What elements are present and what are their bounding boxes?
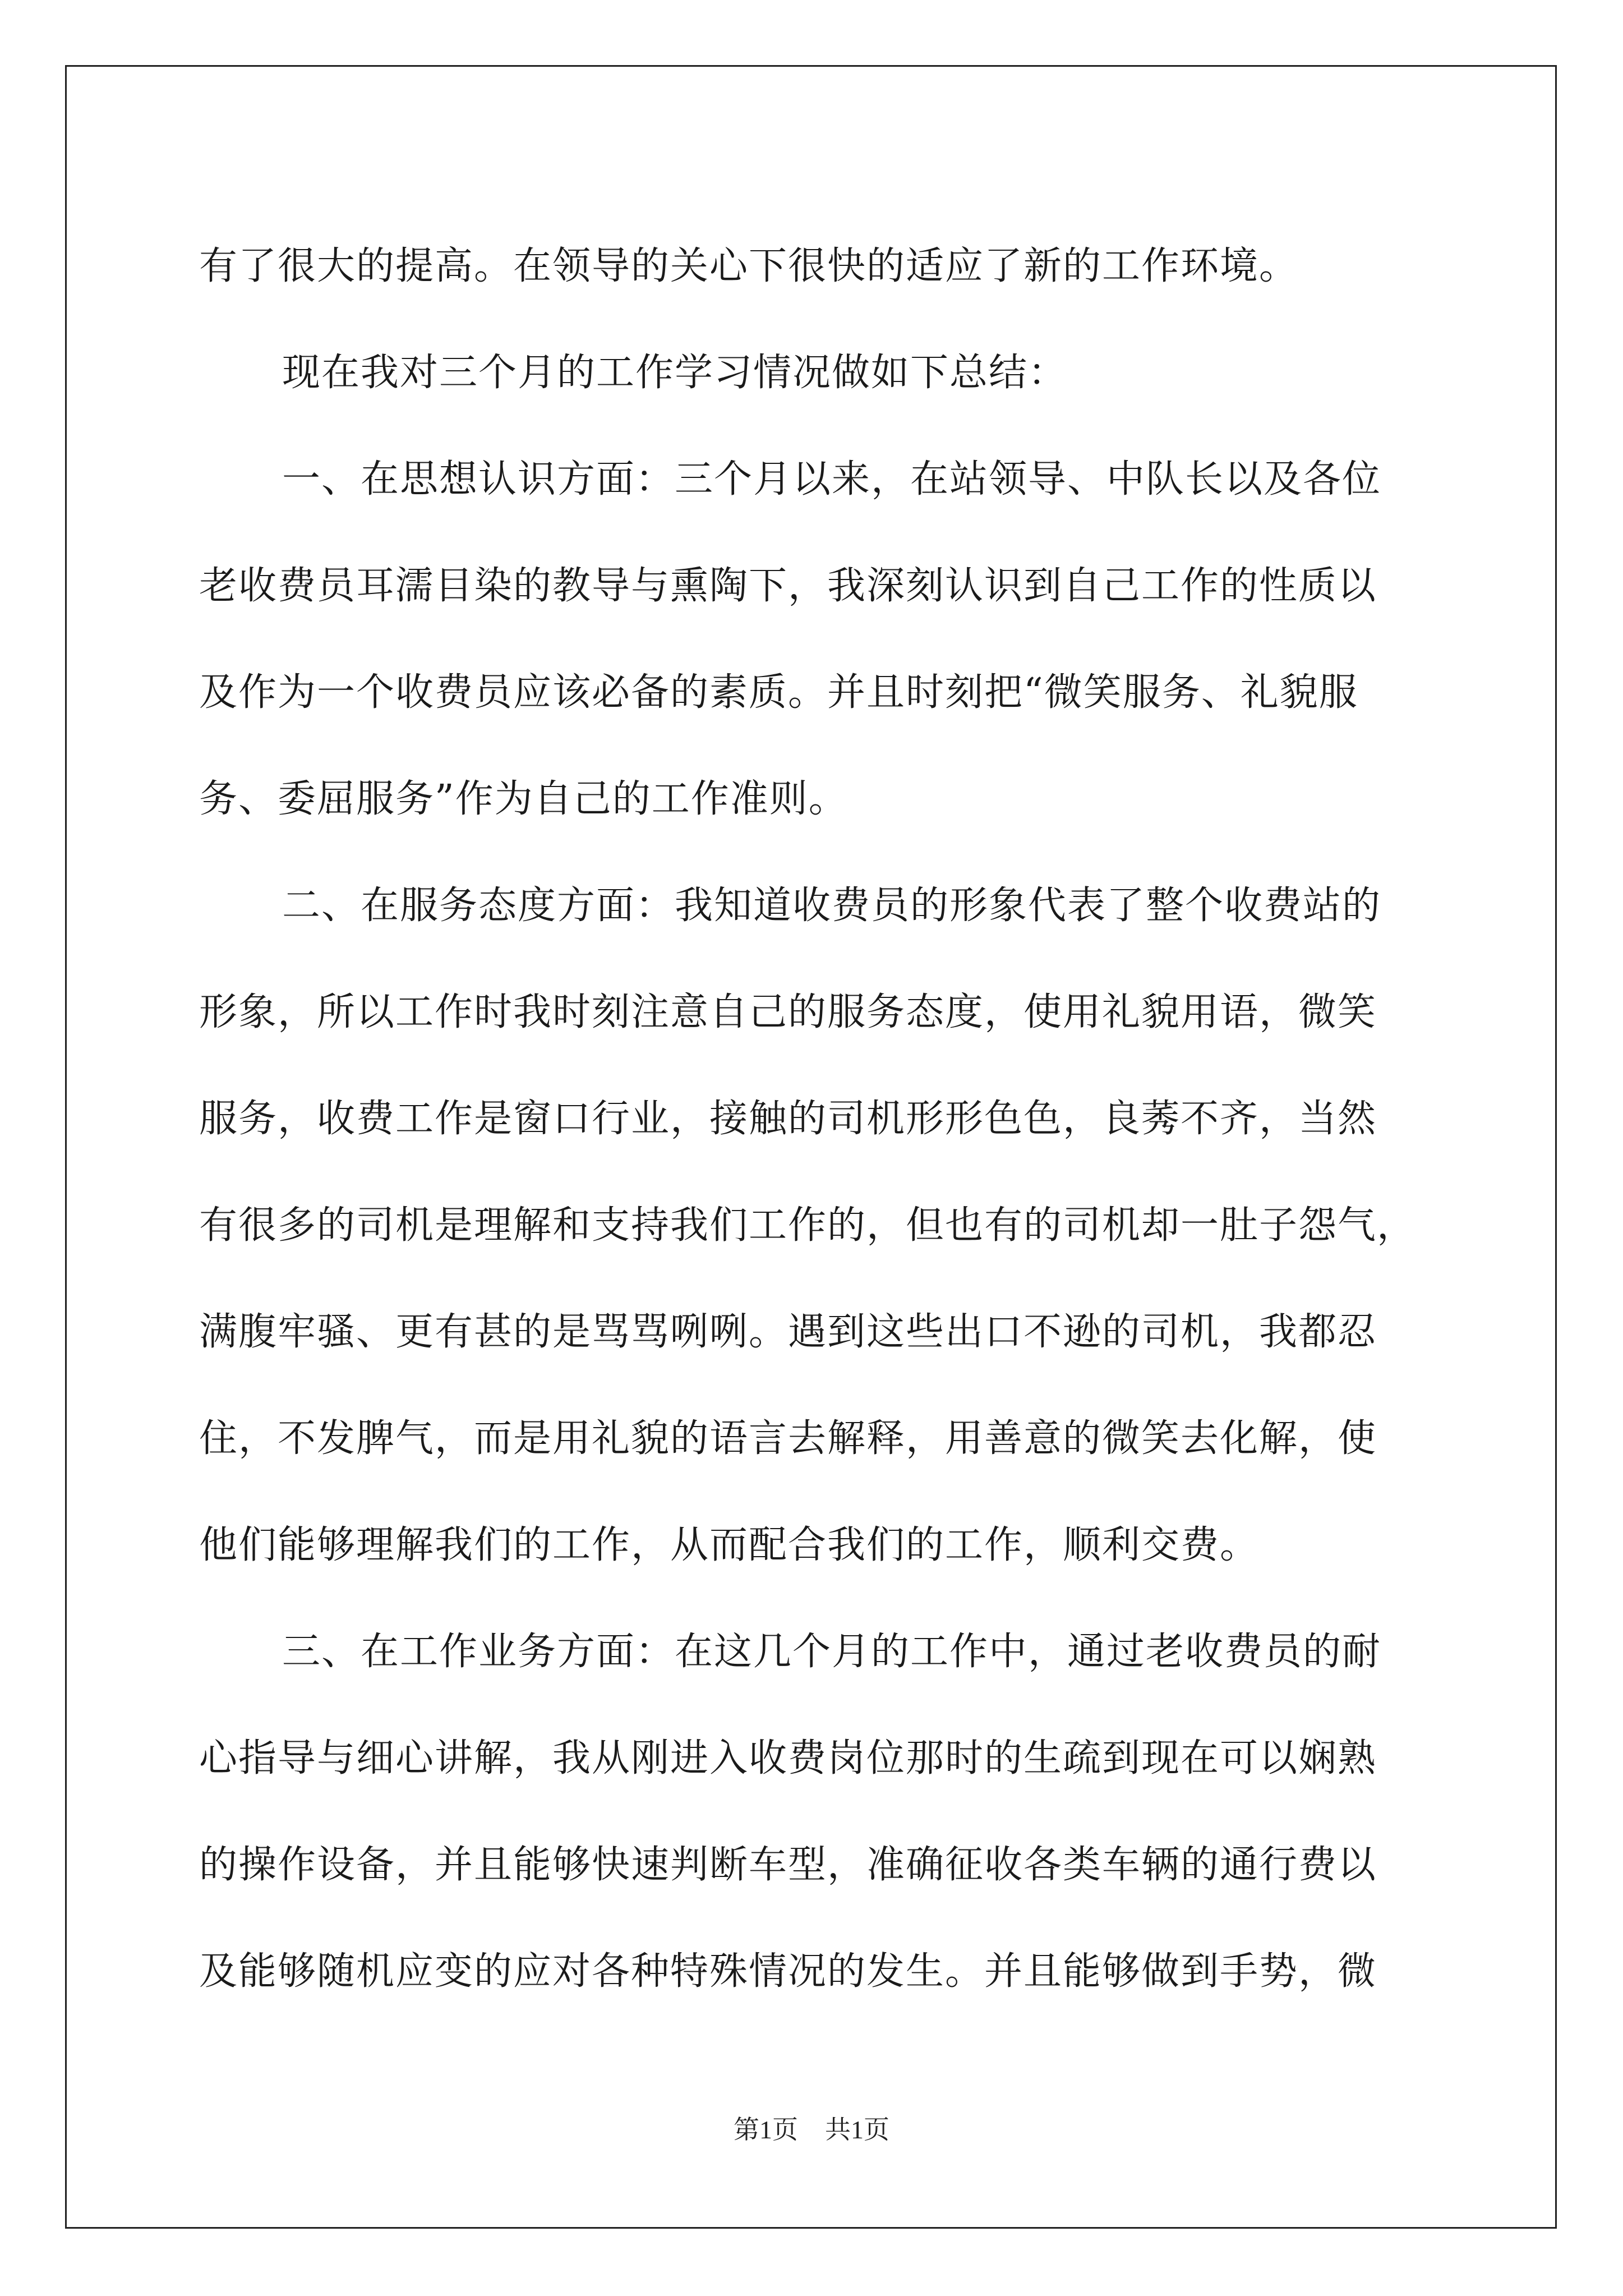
text-line: 及能够随机应变的应对各种特殊情况的发生。并且能够做到手势，微 bbox=[199, 1949, 1377, 1994]
text-line: 老收费员耳濡目染的教导与熏陶下，我深刻认识到自己工作的性质以 bbox=[199, 564, 1377, 608]
text-line: 及作为一个收费员应该必备的素质。并且时刻把“微笑服务、礼貌服 bbox=[199, 670, 1358, 715]
text-line: 现在我对三个月的工作学习情况做如下总结： bbox=[282, 351, 1068, 395]
document-body bbox=[199, 213, 1433, 2025]
text-line: 心指导与细心讲解，我从刚进入收费岗位那时的生疏到现在可以娴熟 bbox=[199, 1736, 1377, 1780]
page-footer bbox=[0, 2109, 1623, 2146]
text-line: 务、委屈服务”作为自己的工作准则。 bbox=[199, 777, 848, 821]
text-line: 服务，收费工作是窗口行业，接触的司机形形色色，良莠不齐，当然 bbox=[199, 1097, 1377, 1141]
text-line: 有很多的司机是理解和支持我们工作的，但也有的司机却一肚子怨气， bbox=[199, 1203, 1417, 1248]
page-count: 共1页 bbox=[825, 2115, 889, 2144]
page-number: 第1页 bbox=[734, 2115, 798, 2144]
text-line: 有了很大的提高。在领导的关心下很快的适应了新的工作环境。 bbox=[199, 244, 1299, 288]
text-line: 二、在服务态度方面：我知道收费员的形象代表了整个收费站的 bbox=[282, 884, 1382, 928]
text-line: 形象，所以工作时我时刻注意自己的服务态度，使用礼貌用语，微笑 bbox=[199, 990, 1377, 1034]
text-line: 满腹牢骚、更有甚的是骂骂咧咧。遇到这些出口不逊的司机，我都忍 bbox=[199, 1310, 1377, 1354]
text-line: 住，不发脾气，而是用礼貌的语言去解释，用善意的微笑去化解，使 bbox=[199, 1416, 1377, 1461]
text-line: 的操作设备，并且能够快速判断车型，准确征收各类车辆的通行费以 bbox=[199, 1843, 1377, 1887]
text-line: 他们能够理解我们的工作，从而配合我们的工作，顺利交费。 bbox=[199, 1523, 1260, 1567]
text-line: 三、在工作业务方面：在这几个月的工作中，通过老收费员的耐 bbox=[282, 1630, 1382, 1674]
text-line: 一、在思想认识方面：三个月以来，在站领导、中队长以及各位 bbox=[282, 457, 1382, 501]
